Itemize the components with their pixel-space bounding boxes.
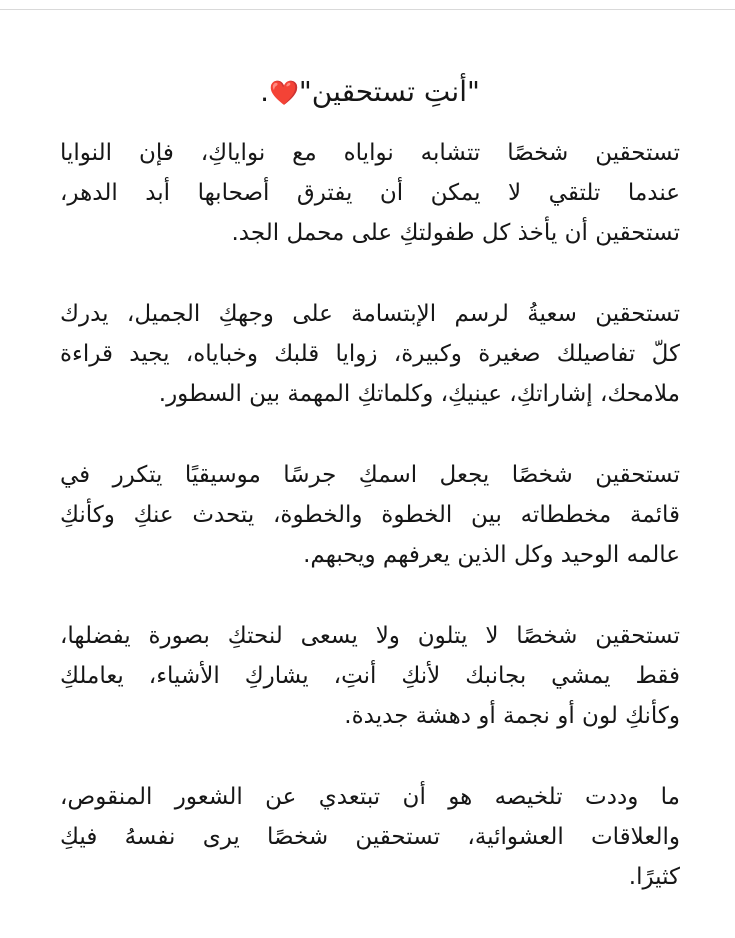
text-line: وكأنكِ لون أو نجمة أو دهشة جديدة. — [344, 703, 680, 729]
text-line: قائمة مخططاته بين الخطوة والخطوة، يتحدث عنكِ وكأنكِ — [60, 502, 680, 528]
title-end: . — [260, 75, 270, 108]
page-title — [60, 66, 680, 119]
text-line: عندما تلتقي لا يمكن أن يفترق أصحابها أبد الدهر، — [60, 180, 680, 206]
text-document — [60, 66, 680, 938]
text-line: عالمه الوحيد وكل الذين يعرفهم ويحبهم. — [303, 542, 680, 568]
text-line: تستحقين شخصًا يجعل اسمكِ جرسًا موسيقيًا يتكرر في — [60, 462, 680, 488]
text-line: تستحقين شخصًا تتشابه نواياه مع نواياكِ، فإن النوايا — [60, 140, 680, 166]
text-line: ملامحك، إشاراتكِ، عينيكِ، وكلماتكِ المهمة بين السطور. — [158, 381, 680, 407]
title-text: "أنتِ تستحقين" — [298, 75, 480, 108]
text-line: والعلاقات العشوائية، تستحقين شخصًا يرى نفسهُ فيكِ — [60, 824, 680, 850]
text-line: كلّ تفاصيلك صغيرة وكبيرة، زوايا قلبك وخباياه، يجيد قراءة — [60, 341, 680, 367]
heart-icon: ❤️ — [269, 79, 299, 107]
paragraph-1 — [60, 133, 680, 253]
text-line: ما وددت تلخيصه هو أن تبتعدي عن الشعور المنقوص، — [60, 784, 680, 810]
paragraph-4 — [60, 616, 680, 736]
text-line: فقط يمشي بجانبك لأنكِ أنتِ، يشاركِ الأشياء، يعاملكِ — [60, 663, 680, 689]
text-line: تستحقين سعيةُ لرسم الإبتسامة على وجهكِ الجميل، يدرك — [60, 301, 680, 327]
text-line: كثيرًا. — [628, 864, 680, 890]
text-line: تستحقين أن يأخذ كل طفولتكِ على محمل الجد. — [231, 220, 680, 246]
paragraph-2 — [60, 294, 680, 414]
text-line: تستحقين شخصًا لا يتلون ولا يسعى لنحتكِ بصورة يفضلها، — [60, 623, 680, 649]
paragraph-5 — [60, 777, 680, 897]
paragraph-3 — [60, 455, 680, 575]
top-divider — [0, 0, 735, 10]
